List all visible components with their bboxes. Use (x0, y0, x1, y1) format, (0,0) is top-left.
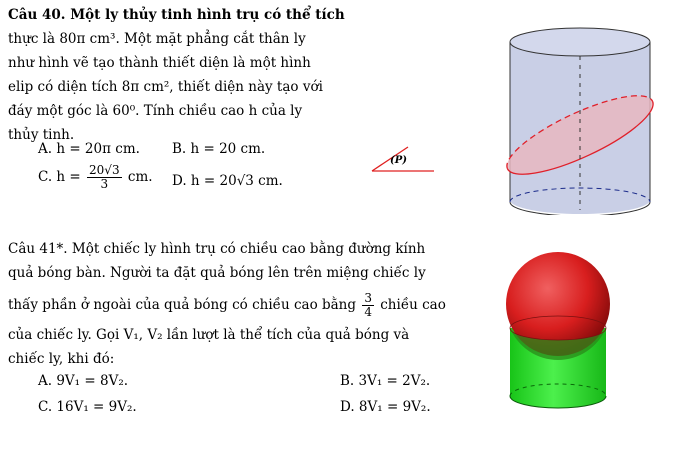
q40-line-1-text: Câu 40. Một ly thủy tinh hình trụ có thể tích (8, 7, 345, 23)
q40-option-c-fraction (87, 164, 122, 191)
q40-line-4: elip có diện tích 8π cm², thiết diện này tạo với (8, 79, 323, 95)
q40-option-d: D. h = 20√3 cm. (172, 173, 283, 189)
ball-cup-figure (500, 248, 620, 418)
plane-p-label: (P) (390, 155, 407, 166)
q40-line-2: thực là 80π cm³. Một mặt phẳng cắt thân ly (8, 31, 306, 47)
q41-line-1-text: Câu 41*. Một chiếc ly hình trụ có chiều cao bằng đường kính (8, 241, 426, 257)
q41-line-1 (8, 240, 425, 258)
q40-line-5: đáy một góc là 60⁰. Tính chiều cao h của ly (8, 103, 303, 119)
q41-line-4: của chiếc ly. Gọi V₁, V₂ lần lượt là thể tích của quả bóng và (8, 327, 410, 343)
q40-option-c (38, 164, 153, 191)
q40-line-3: như hình vẽ tạo thành thiết diện là một hình (8, 55, 311, 71)
q41-line-3-text: thấy phần ở ngoài của quả bóng có chiều cao bằng (8, 297, 357, 313)
q40-line-1 (8, 6, 345, 24)
q40-option-c-unit: cm. (127, 169, 153, 185)
q40-option-a: A. h = 20π cm. (38, 141, 140, 157)
q40-option-c-numerator: 20√3 (89, 163, 120, 177)
q41-line-3 (8, 292, 446, 319)
q41-fraction-numerator: 3 (364, 291, 372, 305)
q41-option-d: D. 8V₁ = 9V₂. (340, 399, 431, 415)
q41-line-2: quả bóng bàn. Người ta đặt quả bóng lên trên miệng chiếc ly (8, 265, 426, 281)
q41-option-b: B. 3V₁ = 2V₂. (340, 373, 431, 389)
q41-line-5: chiếc ly, khi đó: (8, 351, 115, 367)
q41-line-3-tail: chiều cao (380, 297, 446, 313)
cylinder-figure (505, 10, 665, 215)
q40-option-c-label: C. h = (38, 169, 81, 185)
cylinder-top-ellipse (510, 28, 650, 56)
q41-fraction-denominator: 4 (364, 305, 372, 319)
q40-line-6: thủy tinh. (8, 127, 75, 143)
q41-option-a: A. 9V₁ = 8V₂. (38, 373, 129, 389)
q41-option-c: C. 16V₁ = 9V₂. (38, 399, 137, 415)
plane-p-symbol (368, 143, 438, 183)
q40-option-b: B. h = 20 cm. (172, 141, 266, 157)
q41-fraction (362, 292, 374, 319)
q40-option-c-denominator: 3 (100, 177, 109, 191)
